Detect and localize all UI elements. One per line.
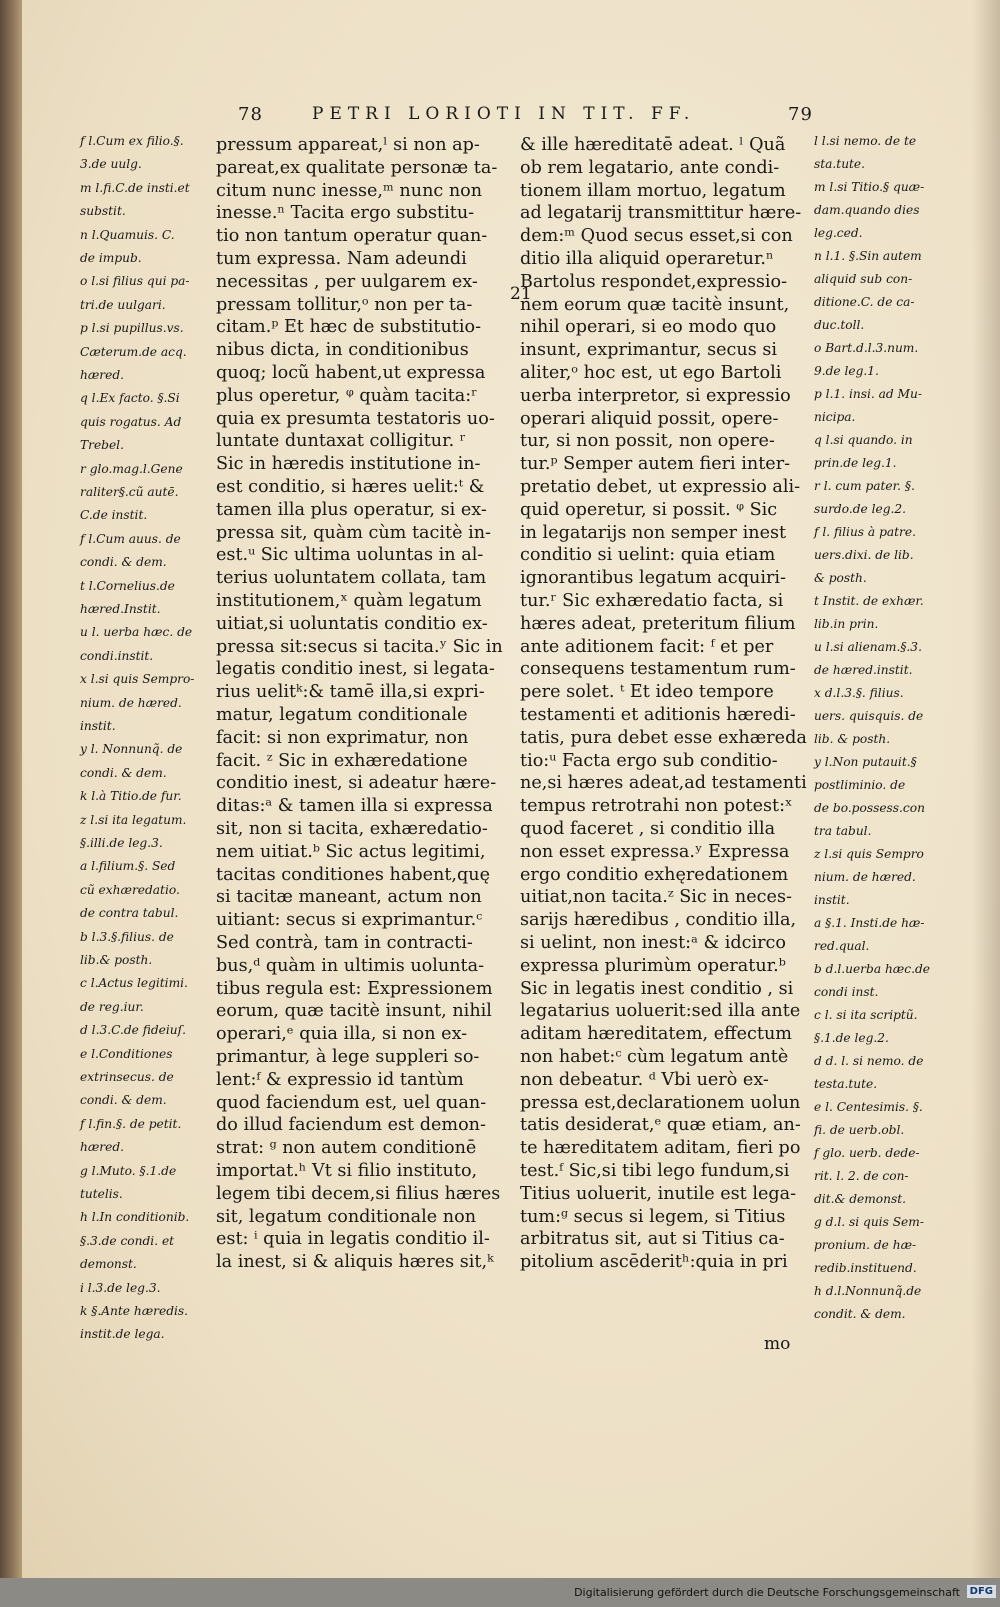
marginal-note-line: sta.tute. <box>814 157 866 171</box>
marginal-note-line: red.qual. <box>814 939 870 953</box>
marginal-note-line: d d. l. si nemo. de <box>814 1054 924 1068</box>
text-line: pressa est,declarationem uolun <box>520 1092 801 1113</box>
text-line: tacitas conditiones habent,quę <box>216 864 491 885</box>
marginal-note-line: b d.l.uerba hæc.de <box>814 962 930 976</box>
marginal-note-line: leg.ced. <box>814 226 863 240</box>
marginal-note-line: C.de instit. <box>80 508 148 523</box>
marginal-note-line: & posth. <box>814 571 867 585</box>
footer-credit-text: Digitalisierung gefördert durch die Deutsche Forschungsgemeinschaft <box>574 1586 960 1599</box>
marginal-note-line: z l.si ita legatum. <box>80 812 187 827</box>
marginal-note-line: hæred. <box>80 368 125 382</box>
marginal-note-line: m l.fi.C.de insti.et <box>80 180 190 195</box>
text-line: tio non tantum operatur quan- <box>216 226 488 247</box>
marginal-note-line: hæred.Instit. <box>80 602 161 616</box>
text-line: tur.ʳ Sic exhæredatio facta, si <box>520 591 784 611</box>
marginal-note-line: de hæred.instit. <box>814 663 913 677</box>
text-line: inesse.ⁿ Tacita ergo substitu- <box>216 203 475 224</box>
text-line: est: ⁱ quia in legatis conditio il- <box>216 1229 490 1250</box>
text-line: aliter,ᵒ hoc est, ut ego Bartoli <box>520 363 782 383</box>
marginal-note-line: condi.instit. <box>80 648 154 663</box>
marginal-note-line: pronium. de hæ- <box>814 1238 917 1252</box>
marginal-note-line: e l. Centesimis. §. <box>814 1100 923 1114</box>
text-line: citum nunc inesse,ᵐ nunc non <box>216 180 483 201</box>
marginal-note-line: raliter§.cũ autē. <box>80 485 179 499</box>
marginal-note-line: k l.à Titio.de fur. <box>80 789 182 804</box>
text-line: est.ᵘ Sic ultima uoluntas in al- <box>216 545 484 566</box>
text-line: ditio illa aliquid operaretur.ⁿ <box>520 249 774 269</box>
text-line: terius uoluntatem collata, tam <box>216 568 487 589</box>
marginal-note-line: g l.Muto. §.1.de <box>80 1163 177 1178</box>
marginal-note-line: condi inst. <box>814 985 879 999</box>
marginal-note-line: condi. & dem. <box>80 765 167 780</box>
marginal-note-line: h l.In conditionib. <box>80 1210 190 1225</box>
text-line: non esset expressa.ʸ Expressa <box>520 841 790 862</box>
page-number-right: 79 <box>788 104 813 125</box>
text-line: Sic in legatis inest conditio , si <box>520 978 794 999</box>
text-line: in legatarijs non semper inest <box>520 522 787 543</box>
marginal-note-line: q l.Ex facto. §.Si <box>80 391 180 406</box>
page-edge-shadow <box>972 0 1000 1578</box>
marginal-note-line: lib. & posth. <box>814 732 891 746</box>
text-line: eorum, quæ tacitè insunt, nihil <box>216 1001 492 1022</box>
text-line: uerba interpretor, si expressio <box>520 385 791 406</box>
text-line: si tacitæ maneant, actum non <box>216 887 482 908</box>
marginal-note-line: g d.l. si quis Sem- <box>814 1215 924 1229</box>
text-line: ne,si hæres adeat,ad testamenti <box>520 773 807 794</box>
marginal-note-line: f l. filius à patre. <box>814 525 916 539</box>
text-line: & ille hæreditatē adeat. ˡ Quã <box>520 135 786 155</box>
text-line: luntate duntaxat colligitur. ʳ <box>216 431 466 452</box>
marginal-note-line: duc.toll. <box>814 318 865 332</box>
marginal-note-line: c l.Actus legitimi. <box>80 976 188 991</box>
text-line: matur, legatum conditionale <box>216 705 468 725</box>
marginal-note-line: Cæterum.de acq. <box>80 344 187 359</box>
marginal-note-line: uers.dixi. de lib. <box>814 548 914 562</box>
text-line: facit. ᶻ Sic in exhæredatione <box>216 750 468 771</box>
marginal-note-line: dam.quando dies <box>814 203 920 217</box>
text-line: ante aditionem facit: ᶠ et per <box>520 636 774 657</box>
marginal-note-line: condit. & dem. <box>814 1307 906 1321</box>
marginal-note-line: de reg.iur. <box>80 999 144 1014</box>
marginal-note-line: condi. & dem. <box>80 1093 167 1108</box>
marginal-note-line: 3.de uulg. <box>80 157 142 172</box>
marginal-note-line: §.illi.de leg.3. <box>80 836 163 850</box>
page-number-left: 78 <box>238 104 263 125</box>
marginal-note-line: instit.de lega. <box>80 1327 165 1342</box>
text-line: ignorantibus legatum acquiri- <box>520 568 786 589</box>
text-line: conditio inest, si adeatur hære- <box>216 773 497 794</box>
marginal-note-line: y l. Nonnunq̃. de <box>80 742 183 757</box>
marginal-note-line: redib.instituend. <box>814 1261 917 1275</box>
marginal-note-line: e l.Conditiones <box>80 1046 173 1061</box>
marginal-note-line: cũ exhæredatio. <box>80 882 180 897</box>
text-line: nibus dicta, in conditionibus <box>216 340 469 361</box>
marginal-note-line: y l.Non putauit.§ <box>814 755 917 769</box>
text-line: necessitas , per uulgarem ex- <box>216 271 478 292</box>
text-line: operari,ᵉ quia illa, si non ex- <box>216 1024 468 1045</box>
marginal-note-line: b l.3.§.filius. de <box>80 929 174 944</box>
marginal-note-line: §.1.de leg.2. <box>814 1031 889 1045</box>
marginal-note-line: testa.tute. <box>814 1077 878 1091</box>
text-line: ad legatarij transmittitur hære- <box>520 203 802 224</box>
marginal-note-line: de contra tabul. <box>80 906 179 921</box>
text-line: strat: ᵍ non autem conditionē <box>216 1138 477 1159</box>
text-line: sarijs hæredibus , conditio illa, <box>520 910 797 931</box>
marginal-note-line: uers. quisquis. de <box>814 709 924 723</box>
text-line: Sed contrà, tam in contracti- <box>216 933 473 953</box>
marginal-note-line: i l.3.de leg.3. <box>80 1280 161 1295</box>
text-line: consequens testamentum rum- <box>520 659 796 680</box>
text-line: tamen illa plus operatur, si ex- <box>216 499 487 520</box>
marginal-note-line: f l.fin.§. de petit. <box>80 1116 182 1131</box>
text-line: Sic in hæredis institutione in- <box>216 454 481 475</box>
text-line: tum:ᵍ secus si legem, si Titius <box>520 1206 786 1227</box>
text-line: non debeatur. ᵈ Vbi uerò ex- <box>520 1069 769 1090</box>
text-line: ditas:ᵃ & tamen illa si expressa <box>216 796 493 817</box>
marginal-note-line: q l.si quando. in <box>814 433 913 447</box>
marginal-note-line: n l.Quamuis. C. <box>80 227 175 242</box>
marginal-note-line: de impub. <box>80 251 142 265</box>
marginal-note-line: r glo.mag.l.Gene <box>80 461 183 476</box>
text-line: hæres adeat, preteritum filium <box>520 613 796 634</box>
text-line: pressa sit:secus si tacita.ʸ Sic in <box>216 636 503 657</box>
marginal-number: 21 <box>510 284 532 304</box>
marginal-note-line: o l.si filius qui pa- <box>80 274 190 289</box>
text-line: uitiat,si uoluntatis conditio ex- <box>216 613 488 634</box>
text-line: quid operetur, si possit. ᵠ Sic <box>520 499 778 520</box>
marginal-note-line: tra tabul. <box>814 824 872 838</box>
catchword: mo <box>764 1334 791 1354</box>
marginal-note-line: extrinsecus. de <box>80 1070 174 1084</box>
text-line: pareat,ex qualitate personæ ta- <box>216 157 498 178</box>
text-line: quoq; locũ habent,ut expressa <box>216 363 486 383</box>
text-line: legatis conditio inest, si legata- <box>216 659 495 680</box>
text-line: quod faceret , si conditio illa <box>520 819 776 839</box>
text-line: testamenti et aditionis hæredi- <box>520 705 796 725</box>
text-line: ob rem legatario, ante condi- <box>520 157 780 178</box>
text-line: tionem illam mortuo, legatum <box>520 180 786 201</box>
marginal-note-line: x d.l.3.§. filius. <box>814 686 904 700</box>
marginal-note-line: l l.si nemo. de te <box>814 134 917 148</box>
text-line: legatarius uoluerit:sed illa ante <box>520 1001 801 1022</box>
marginal-note-line: d l.3.C.de fideiuſ. <box>80 1023 187 1038</box>
marginal-note-line: h d.l.Nonnunq̃.de <box>814 1284 922 1298</box>
marginal-note-line: instit. <box>814 893 850 907</box>
text-line: lent:ᶠ & expressio id tantùm <box>216 1069 464 1090</box>
text-line: pitolium ascēderitʰ:quia in pri <box>520 1252 788 1273</box>
marginal-note-line: f l.Cum ex filio.§. <box>80 134 184 148</box>
marginal-note-line: postliminio. de <box>814 778 906 792</box>
text-line: arbitratus sit, aut si Titius ca- <box>520 1229 785 1250</box>
marginal-note-line: a §.1. Insti.de hæ- <box>814 916 925 930</box>
text-line: citam.ᵖ Et hæc de substitutio- <box>216 317 482 338</box>
text-line: facit: si non exprimatur, non <box>216 727 469 748</box>
marginal-note-line: quis rogatus. Ad <box>80 414 182 429</box>
text-line: test.ᶠ Sic,si tibi lego fundum,si <box>520 1161 790 1181</box>
text-line: pere solet. ᵗ Et ideo tempore <box>520 682 774 703</box>
text-line: importat.ʰ Vt si filio instituto, <box>216 1161 478 1181</box>
text-line: sit, non si tacita, exhæredatio- <box>216 819 488 839</box>
text-line: conditio si uelint: quia etiam <box>520 545 776 566</box>
book-binding <box>0 0 22 1607</box>
text-line: tio:ᵘ Facta ergo sub conditio- <box>520 750 778 771</box>
text-line: operari aliquid possit, opere- <box>520 408 779 429</box>
text-line: do illud faciendum est demon- <box>216 1115 486 1136</box>
text-line: aditam hæreditatem, effectum <box>520 1024 792 1045</box>
text-line: uitiat,non tacita.ᶻ Sic in neces- <box>520 887 792 908</box>
marginal-note-line: ditione.C. de ca- <box>814 295 915 309</box>
text-line: te hæreditatem aditam, fieri po <box>520 1138 801 1159</box>
text-line: bus,ᵈ quàm in ultimis uolunta- <box>216 955 485 976</box>
marginal-note-line: fi. de uerb.obl. <box>814 1123 905 1137</box>
text-line: pressum appareat,ˡ si non ap- <box>216 135 480 155</box>
text-line: tatis desiderat,ᵉ quæ etiam, an- <box>520 1115 801 1136</box>
marginal-note-line: tri.de uulgari. <box>80 297 166 312</box>
text-line: sit, legatum conditionale non <box>216 1206 477 1227</box>
marginal-note-line: instit. <box>80 719 116 733</box>
dfg-logo: DFG <box>967 1585 996 1598</box>
marginal-note-line: substit. <box>80 204 126 219</box>
marginal-note-line: Trebel. <box>80 438 124 453</box>
text-line: Titius uoluerit, inutile est lega- <box>520 1183 797 1204</box>
marginal-note-line: f glo. uerb. dede- <box>814 1146 920 1160</box>
text-line: si uelint, non inest:ᵃ & idcirco <box>520 933 786 953</box>
text-line: tatis, pura debet esse exhæreda <box>520 727 807 748</box>
digitization-footer <box>0 1578 1000 1607</box>
marginal-note-line: u l. uerba hæc. de <box>80 625 193 640</box>
book-page <box>22 0 1000 1578</box>
marginal-note-line: t l.Cornelius.de <box>80 578 175 593</box>
marginal-note-line: aliquid sub con- <box>814 272 913 286</box>
text-line: legem tibi decem,si filius hæres <box>216 1183 501 1204</box>
marginal-note-line: lib.& posth. <box>80 953 153 967</box>
text-line: ergo conditio exhęredationem <box>520 864 789 885</box>
text-line: institutionem,ˣ quàm legatum <box>216 591 482 611</box>
text-line: non habet:ᶜ cùm legatum antè <box>520 1047 789 1067</box>
marginal-note-line: r l. cum pater. §. <box>814 479 915 493</box>
marginal-note-line: u l.si alienam.§.3. <box>814 640 922 654</box>
marginal-note-line: p l.si pupillus.vs. <box>80 321 184 336</box>
text-line: primantur, à lege suppleri so- <box>216 1047 480 1067</box>
marginal-note-line: c l. si ita scriptũ. <box>814 1008 918 1022</box>
text-line: est conditio, si hæres uelit:ᵗ & <box>216 477 485 497</box>
marginal-note-line: m l.si Titio.§ quæ- <box>814 180 925 194</box>
text-line: rius uelitᵏ:& tamē illa,si expri- <box>216 682 485 703</box>
marginal-note-line: o Bart.d.l.3.num. <box>814 341 919 355</box>
marginal-note-line: n l.1. §.Sin autem <box>814 249 922 263</box>
marginal-note-line: z l.si quis Sempro <box>814 847 924 861</box>
text-line: pretatio debet, ut expressio ali- <box>520 477 801 497</box>
marginal-note-line: demonst. <box>80 1257 137 1272</box>
text-line: pressa sit, quàm cùm tacitè in- <box>216 522 491 543</box>
marginal-note-line: k §.Ante hæredis. <box>80 1304 189 1318</box>
running-title: PETRI LORIOTI IN TIT. FF. <box>312 104 696 124</box>
marginal-note-line: surdo.de leg.2. <box>814 502 907 516</box>
marginal-note-line: t Instit. de exhær. <box>814 594 924 608</box>
marginal-note-line: p l.1. insi. ad Mu- <box>814 387 922 401</box>
marginal-note-line: nium. de hæred. <box>80 695 182 710</box>
marginal-note-line: de bo.possess.con <box>814 801 925 815</box>
running-header <box>22 104 1000 128</box>
text-line: expressa plurimùm operatur.ᵇ <box>520 955 786 976</box>
marginal-note-line: a l.filium.§. Sed <box>80 859 176 874</box>
marginal-note-line: x l.si quis Sempro- <box>80 672 195 687</box>
marginal-note-line: §.3.de condi. et <box>80 1233 175 1248</box>
marginal-note-line: nium. de hæred. <box>814 870 916 884</box>
text-line: plus operetur, ᵠ quàm tacita:ʳ <box>216 385 478 406</box>
marginal-note-line: f l.Cum auus. de <box>80 531 181 546</box>
marginal-note-line: dit.& demonst. <box>814 1192 906 1206</box>
text-line: quia ex presumta testatoris uo- <box>216 408 495 429</box>
marginal-note-line: condi. & dem. <box>80 555 167 570</box>
text-line: quod faciendum est, uel quan- <box>216 1092 487 1113</box>
text-line: Bartolus respondet,expressio- <box>520 271 788 292</box>
text-line: insunt, exprimantur, secus si <box>520 340 778 361</box>
text-line: nem uitiat.ᵇ Sic actus legitimi, <box>216 841 486 862</box>
marginal-note-line: nicipa. <box>814 410 856 424</box>
text-line: tibus regula est: Expressionem <box>216 978 493 999</box>
marginal-note-line: rit. l. 2. de con- <box>814 1169 909 1183</box>
marginal-note-line: 9.de leg.1. <box>814 364 879 378</box>
marginal-note-line: hæred. <box>80 1140 125 1155</box>
text-line: tur.ᵖ Semper autem fieri inter- <box>520 454 791 475</box>
marginal-note-line: prin.de leg.1. <box>814 456 897 470</box>
text-line: nem eorum quæ tacitè insunt, <box>520 294 790 315</box>
text-line: uitiant: secus si exprimantur.ᶜ <box>216 910 483 931</box>
text-line: dem:ᵐ Quod secus esset,si con <box>520 226 793 247</box>
text-line: nihil operari, si eo modo quo <box>520 317 777 338</box>
text-line: tur, si non possit, non opere- <box>520 431 775 452</box>
text-line: la inest, si & aliquis hæres sit,ᵏ <box>216 1252 494 1273</box>
marginal-note-line: tutelis. <box>80 1187 123 1201</box>
text-line: pressam tollitur,ᵒ non per ta- <box>216 294 473 315</box>
marginal-note-line: lib.in prin. <box>814 617 879 631</box>
text-line: tempus retrotrahi non potest:ˣ <box>520 796 793 817</box>
text-line: tum expressa. Nam adeundi <box>216 249 467 269</box>
